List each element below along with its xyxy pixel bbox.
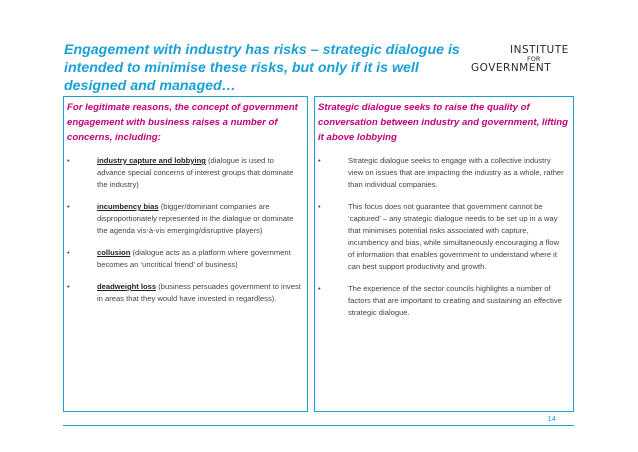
dialogue-point: Strategic dialogue seeks to engage with a collective industry view on issues that are impacting the industry as a whole, rather than individual companies. — [348, 156, 564, 189]
list-item — [315, 283, 573, 319]
logo-line-for: FOR — [527, 55, 541, 63]
list-item — [64, 201, 307, 237]
strategic-dialogue-list — [315, 155, 573, 319]
strategic-dialogue-heading: Strategic dialogue seeks to raise the quality of conversation between industry and government, lifting it above lobbying — [318, 102, 569, 143]
dialogue-point: This focus does not guarantee that government cannot be ‘captured’ – any strategic dialogue needs to be set up in a way that minimises potential risks associated with capture, incumbency and bias, while simultaneously encouraging a flow of information that enables government to understand where it can best support productivity and growth. — [348, 202, 560, 271]
concerns-panel — [63, 96, 308, 412]
concern-description: (business persuades government to invest in areas that they would have invested in regardless). — [97, 282, 301, 303]
bullet-icon: • — [67, 202, 70, 211]
concern-term: collusion — [97, 248, 131, 257]
strategic-dialogue-panel — [314, 96, 574, 412]
concern-description: (dialogue is used to advance special concerns of interest groups that dominate the industry) — [97, 156, 294, 189]
concern-term: deadweight loss — [97, 282, 157, 291]
bullet-icon: • — [318, 202, 321, 211]
list-item — [315, 201, 573, 273]
list-item — [315, 155, 573, 191]
bullet-icon: • — [67, 156, 70, 165]
footer-divider — [63, 425, 574, 426]
list-item — [64, 281, 307, 305]
concerns-heading: For legitimate reasons, the concept of government engagement with business raises a number of concerns, including: — [67, 102, 298, 143]
bullet-icon: • — [67, 282, 70, 291]
concerns-list — [64, 155, 307, 305]
concern-description: (dialogue acts as a platform where government becomes an ‘uncritical friend’ of business) — [97, 248, 291, 269]
bullet-icon: • — [318, 284, 321, 293]
bullet-icon: • — [67, 248, 70, 257]
concern-description: (bigger/dominant companies are disproportionately represented in the dialogue or dominate the agenda vis-à-vis emerging/disruptive players) — [97, 202, 294, 235]
slide-title: Engagement with industry has risks – strategic dialogue is intended to minimise these risks, but only if it is well designed and managed… — [64, 42, 460, 94]
page-number: 14 — [547, 414, 556, 423]
dialogue-point: The experience of the sector councils highlights a number of factors that are important to creating and sustaining an effective strategic dialogue. — [348, 284, 562, 317]
list-item — [64, 155, 307, 191]
concern-term: industry capture and lobbying — [97, 156, 206, 165]
bullet-icon: • — [318, 156, 321, 165]
concern-term: incumbency bias — [97, 202, 159, 211]
logo-line-institute: INSTITUTE — [510, 44, 569, 56]
list-item — [64, 247, 307, 271]
logo-line-government: GOVERNMENT — [471, 62, 552, 74]
institute-for-government-logo — [471, 44, 581, 74]
